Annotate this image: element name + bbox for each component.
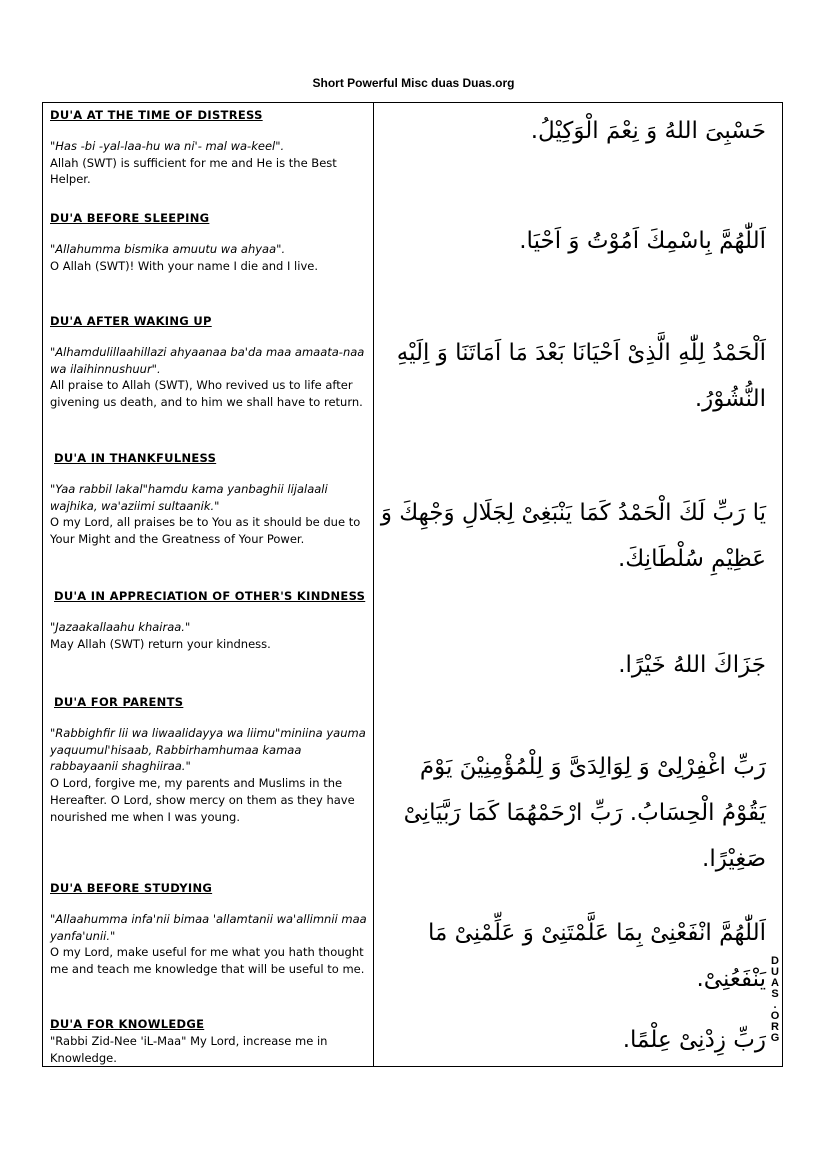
dua-transliteration: "Alhamdulillaahillazi ahyaanaa ba'da maa amaata-naa wa ilaihinnushuur". xyxy=(50,344,365,376)
dua-heading: DU'A AT THE TIME OF DISTRESS xyxy=(50,108,263,122)
dua-transliteration: "Has -bi -yal-laa-hu wa ni'- mal wa-keel". xyxy=(50,138,285,153)
watermark-letter: U xyxy=(771,966,779,978)
watermark-letter: S xyxy=(771,988,779,1000)
dua-heading: DU'A FOR KNOWLEDGE xyxy=(50,1017,205,1031)
dua-entry-distress xyxy=(50,107,368,188)
dua-translation: O Lord, forgive me, my parents and Muslims in the Hereafter. O Lord, show mercy on them as they have nourished me when I was young. xyxy=(50,776,355,824)
dua-translation: May Allah (SWT) return your kindness. xyxy=(50,636,271,651)
dua-transliteration: "Rabbighfir lii wa liwaalidayya wa liimu"miniina yauma yaquumul'hisaab, Rabbirhamhumaa kamaa rabbayaanii shaghiiraa." xyxy=(50,725,366,774)
dua-entry-parents xyxy=(50,694,368,826)
dua-heading: DU'A BEFORE STUDYING xyxy=(50,881,213,895)
dua-heading: DU'A FOR PARENTS xyxy=(54,695,184,709)
dua-translation: "Rabbi Zid-Nee 'iL-Maa" My Lord, increase me in Knowledge. xyxy=(50,1033,328,1065)
dua-transliteration: "Yaa rabbil lakal"hamdu kama yanbaghii lijalaali wajhika, wa'aziimi sultaanik." xyxy=(50,481,328,513)
dua-entry-appreciation xyxy=(50,588,368,652)
dua-entry-thankfulness xyxy=(50,450,368,548)
dua-heading: DU'A IN APPRECIATION OF OTHER'S KINDNESS xyxy=(54,589,366,603)
dua-entry-before-sleeping xyxy=(50,210,368,274)
dua-translation: All praise to Allah (SWT), Who revived us to life after givening us death, and to him we shall have to return. xyxy=(50,378,363,410)
dua-translation: O Allah (SWT)! With your name I die and I live. xyxy=(50,258,318,273)
dua-entry-knowledge xyxy=(50,1016,368,1066)
watermark-letter: . xyxy=(773,999,777,1011)
dua-translation: Allah (SWT) is sufficient for me and He is the Best Helper. xyxy=(50,155,337,187)
arabic-text-parents: رَبِّ اغْفِرْلِىْ وَ لِوَالِدَىَّ وَ لِلْمُؤْمِنِيْنَ يَوْمَ يَقُوْمُ الْحِسَابُ. رَبِّ ارْحَمْهُمَا كَمَا رَبَّيَانِىْ صَغِيْرًا. xyxy=(403,754,766,872)
column-divider xyxy=(373,102,374,1067)
dua-transliteration: "Jazaakallaahu khairaa." xyxy=(50,619,191,634)
dua-heading: DU'A BEFORE SLEEPING xyxy=(50,211,210,225)
watermark-letter: A xyxy=(771,977,779,989)
watermark-letter: G xyxy=(770,1032,780,1044)
arabic-text-appreciation: جَزَاكَ اللهُ خَيْرًا. xyxy=(618,652,766,678)
dua-entry-before-studying xyxy=(50,880,368,978)
watermark-letter: R xyxy=(771,1021,779,1033)
duas-org-watermark xyxy=(764,956,786,1044)
dua-entry-after-waking xyxy=(50,313,368,411)
dua-transliteration: "Allaahumma infa'nii bimaa 'allamtanii wa'allimnii maa yanfa'unii." xyxy=(50,911,367,943)
arabic-text-distress: حَسْبِىَ اللهُ وَ نِعْمَ الْوَكِيْلُ. xyxy=(530,118,766,144)
watermark-letter: D xyxy=(771,955,779,967)
dua-transliteration: "Allahumma bismika amuutu wa ahyaa". xyxy=(50,241,286,256)
arabic-text-knowledge: رَبِّ زِدْنِىْ عِلْمًا. xyxy=(622,1027,766,1053)
watermark-letter: O xyxy=(770,1010,780,1022)
page-title: Short Powerful Misc duas Duas.org xyxy=(312,76,515,90)
dua-heading: DU'A IN THANKFULNESS xyxy=(54,451,217,465)
dua-translation: O my Lord, all praises be to You as it should be due to Your Might and the Greatness of Your Power. xyxy=(50,515,361,547)
arabic-text-before-sleeping: اَللّٰهُمَّ بِاسْمِكَ اَمُوْتُ وَ اَحْيَا. xyxy=(519,228,766,254)
dua-heading: DU'A AFTER WAKING UP xyxy=(50,314,212,328)
arabic-text-after-waking: اَلْحَمْدُ لِلّٰهِ الَّذِىْ اَحْيَانَا بَعْدَ مَا اَمَاتَنَا وَ اِلَيْهِ النُّشُوْرُ. xyxy=(396,340,766,412)
dua-translation: O my Lord, make useful for me what you hath thought me and teach me knowledge that will be useful to me. xyxy=(50,945,365,977)
arabic-text-before-studying: اَللّٰهُمَّ انْفَعْنِىْ بِمَا عَلَّمْتَنِىْ وَ عَلِّمْنِىْ مَا يَنْفَعُنِىْ. xyxy=(428,920,766,992)
arabic-text-thankfulness: يَا رَبِّ لَكَ الْحَمْدُ كَمَا يَنْبَغِىْ لِجَلَالِ وَجْهِكَ وَ عَظِيْمِ سُلْطَانِكَ. xyxy=(380,500,766,572)
